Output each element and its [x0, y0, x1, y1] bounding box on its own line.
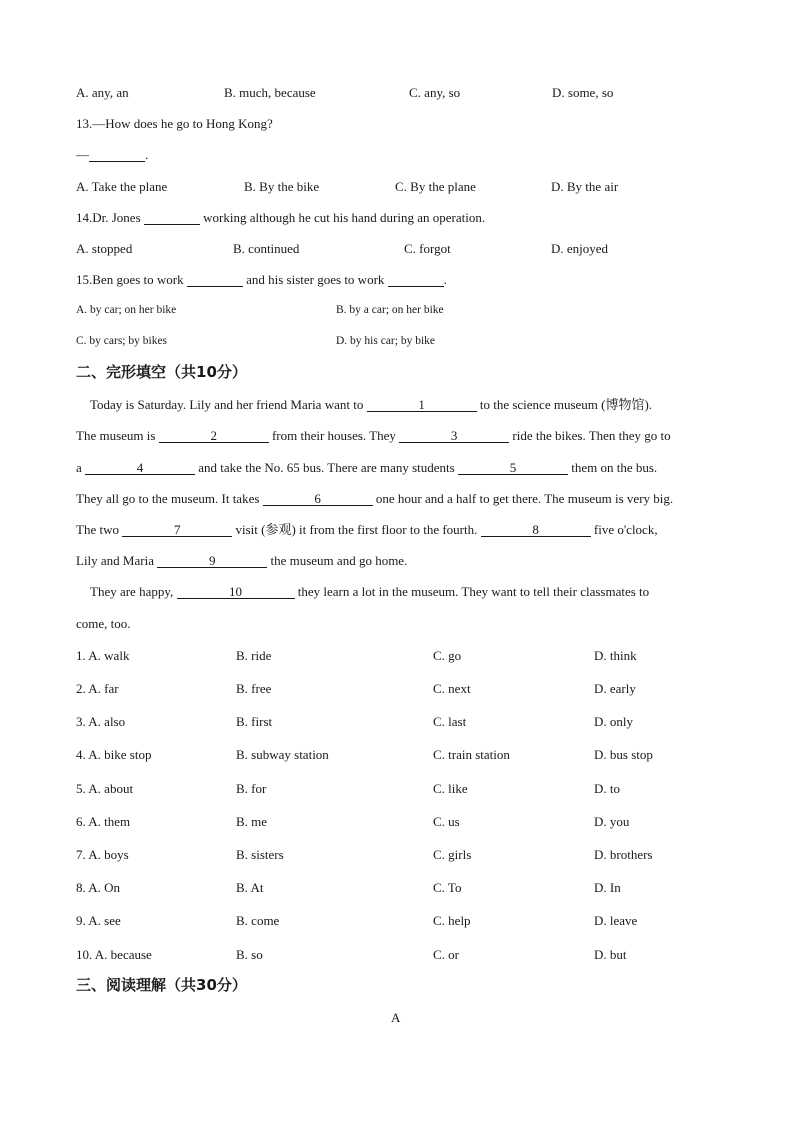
- cloze-2-option-d: D. early: [594, 681, 636, 696]
- q14-option-d: D. enjoyed: [551, 241, 609, 256]
- cloze-6-option-b: B. me: [236, 814, 268, 829]
- cloze-8-option-d: D. In: [594, 880, 621, 895]
- q14-stem-b: working although he cut his hand during an operation.: [203, 210, 486, 225]
- q13-answer-suffix: .: [145, 147, 149, 162]
- q15-stem: [76, 273, 447, 287]
- cloze-8-option-c: C. To: [433, 880, 462, 895]
- q13-blank[interactable]: [89, 148, 145, 162]
- cloze-5-option-a: 5. A. about: [76, 781, 134, 796]
- cloze-text: visit (参观) it from the first floor to the fourth.: [235, 522, 478, 537]
- cloze-text: and take the No. 65 bus. There are many students: [198, 460, 455, 475]
- cloze-line-5: [76, 523, 716, 537]
- cloze-text: Today is Saturday. Lily and her friend Maria want to: [90, 397, 364, 412]
- cloze-1-option-a: 1. A. walk: [76, 648, 130, 663]
- q14-option-a: A. stopped: [76, 241, 133, 256]
- cloze-text: They all go to the museum. It takes: [76, 491, 260, 506]
- q14-stem: [76, 211, 485, 225]
- cloze-2-option-b: B. free: [236, 681, 272, 696]
- section-3-title: 三、阅读理解（共30分）: [76, 976, 247, 994]
- cloze-blank-9[interactable]: 9: [157, 554, 267, 568]
- q15-blank-2[interactable]: [388, 273, 444, 287]
- cloze-blank-5[interactable]: 5: [458, 461, 568, 475]
- cloze-line-2: [76, 429, 716, 443]
- cloze-line-6: [76, 554, 716, 568]
- cloze-1-option-b: B. ride: [236, 648, 272, 663]
- cloze-2-option-a: 2. A. far: [76, 681, 119, 696]
- cloze-8-option-a: 8. A. On: [76, 880, 121, 895]
- cloze-text: a: [76, 460, 82, 475]
- cloze-blank-8[interactable]: 8: [481, 523, 591, 537]
- cloze-6-option-d: D. you: [594, 814, 630, 829]
- cloze-10-option-c: C. or: [433, 947, 459, 962]
- cloze-9-option-b: B. come: [236, 913, 280, 928]
- cloze-5-option-c: C. like: [433, 781, 468, 796]
- q15-option-d: D. by his car; by bike: [336, 335, 436, 347]
- cloze-line-8: come, too.: [76, 616, 131, 631]
- cloze-text: them on the bus.: [571, 460, 658, 475]
- q15-option-b: B. by a car; on her bike: [336, 304, 444, 316]
- q15-option-c: C. by cars; by bikes: [76, 335, 168, 347]
- cloze-1-option-d: D. think: [594, 648, 637, 663]
- cloze-4-option-b: B. subway station: [236, 747, 329, 762]
- cloze-9-option-d: D. leave: [594, 913, 638, 928]
- q15-stem-a: 15.Ben goes to work: [76, 272, 184, 287]
- q13-answer-line: [76, 148, 148, 162]
- cloze-line-4: [76, 492, 716, 506]
- cloze-text: five o'clock,: [593, 522, 658, 537]
- cloze-text: from their houses. They: [271, 428, 396, 443]
- q15-stem-b: and his sister goes to work: [246, 272, 385, 287]
- cloze-text: the museum and go home.: [270, 553, 408, 568]
- q12-option-b: B. much, because: [224, 85, 316, 100]
- cloze-1-option-c: C. go: [433, 648, 462, 663]
- cloze-line-1: [90, 398, 730, 412]
- cloze-7-option-d: D. brothers: [594, 847, 653, 862]
- section-2-title: 二、完形填空（共10分）: [76, 363, 247, 381]
- passage-label: A: [391, 1010, 401, 1025]
- cloze-7-option-b: B. sisters: [236, 847, 284, 862]
- cloze-10-option-d: D. but: [594, 947, 627, 962]
- cloze-9-option-a: 9. A. see: [76, 913, 121, 928]
- q12-option-a: A. any, an: [76, 85, 129, 100]
- cloze-7-option-c: C. girls: [433, 847, 472, 862]
- cloze-text: they learn a lot in the museum. They want to tell their classmates to: [297, 584, 650, 599]
- cloze-text: The two: [76, 522, 119, 537]
- cloze-9-option-c: C. help: [433, 913, 471, 928]
- q13-option-b: B. By the bike: [244, 179, 320, 194]
- q14-option-b: B. continued: [233, 241, 300, 256]
- cloze-4-option-a: 4. A. bike stop: [76, 747, 152, 762]
- q14-option-c: C. forgot: [404, 241, 451, 256]
- cloze-3-option-b: B. first: [236, 714, 273, 729]
- q13-answer-prefix: —: [76, 147, 89, 162]
- cloze-blank-4[interactable]: 4: [85, 461, 195, 475]
- cloze-text: ride the bikes. Then they go to: [512, 428, 671, 443]
- cloze-10-option-a: 10. A. because: [76, 947, 152, 962]
- q14-blank[interactable]: [144, 211, 200, 225]
- cloze-text: to the science museum (博物馆).: [479, 397, 653, 412]
- q15-blank-1[interactable]: [187, 273, 243, 287]
- cloze-3-option-a: 3. A. also: [76, 714, 126, 729]
- cloze-3-option-c: C. last: [433, 714, 467, 729]
- cloze-blank-7[interactable]: 7: [122, 523, 232, 537]
- cloze-text: They are happy,: [90, 584, 174, 599]
- cloze-line-7: [90, 585, 730, 599]
- cloze-blank-6[interactable]: 6: [263, 492, 373, 506]
- cloze-6-option-c: C. us: [433, 814, 460, 829]
- cloze-blank-3[interactable]: 3: [399, 429, 509, 443]
- cloze-5-option-b: B. for: [236, 781, 267, 796]
- cloze-8-option-b: B. At: [236, 880, 264, 895]
- cloze-text: Lily and Maria: [76, 553, 154, 568]
- cloze-line-3: [76, 461, 716, 475]
- cloze-4-option-c: C. train station: [433, 747, 510, 762]
- q14-stem-a: 14.Dr. Jones: [76, 210, 141, 225]
- cloze-4-option-d: D. bus stop: [594, 747, 653, 762]
- cloze-text: one hour and a half to get there. The museum is very big.: [375, 491, 674, 506]
- cloze-10-option-b: B. so: [236, 947, 263, 962]
- cloze-blank-10[interactable]: 10: [177, 585, 295, 599]
- q13-option-a: A. Take the plane: [76, 179, 168, 194]
- cloze-3-option-d: D. only: [594, 714, 633, 729]
- cloze-6-option-a: 6. A. them: [76, 814, 131, 829]
- q12-option-d: D. some, so: [552, 85, 614, 100]
- q13-option-c: C. By the plane: [395, 179, 476, 194]
- q13-stem: 13.—How does he go to Hong Kong?: [76, 116, 273, 131]
- cloze-text: The museum is: [76, 428, 156, 443]
- cloze-blank-2[interactable]: 2: [159, 429, 269, 443]
- cloze-7-option-a: 7. A. boys: [76, 847, 129, 862]
- q12-option-c: C. any, so: [409, 85, 461, 100]
- cloze-blank-1[interactable]: 1: [367, 398, 477, 412]
- q15-stem-c: .: [443, 272, 447, 287]
- cloze-2-option-c: C. next: [433, 681, 471, 696]
- q15-option-a: A. by car; on her bike: [76, 304, 177, 316]
- cloze-5-option-d: D. to: [594, 781, 620, 796]
- q13-option-d: D. By the air: [551, 179, 619, 194]
